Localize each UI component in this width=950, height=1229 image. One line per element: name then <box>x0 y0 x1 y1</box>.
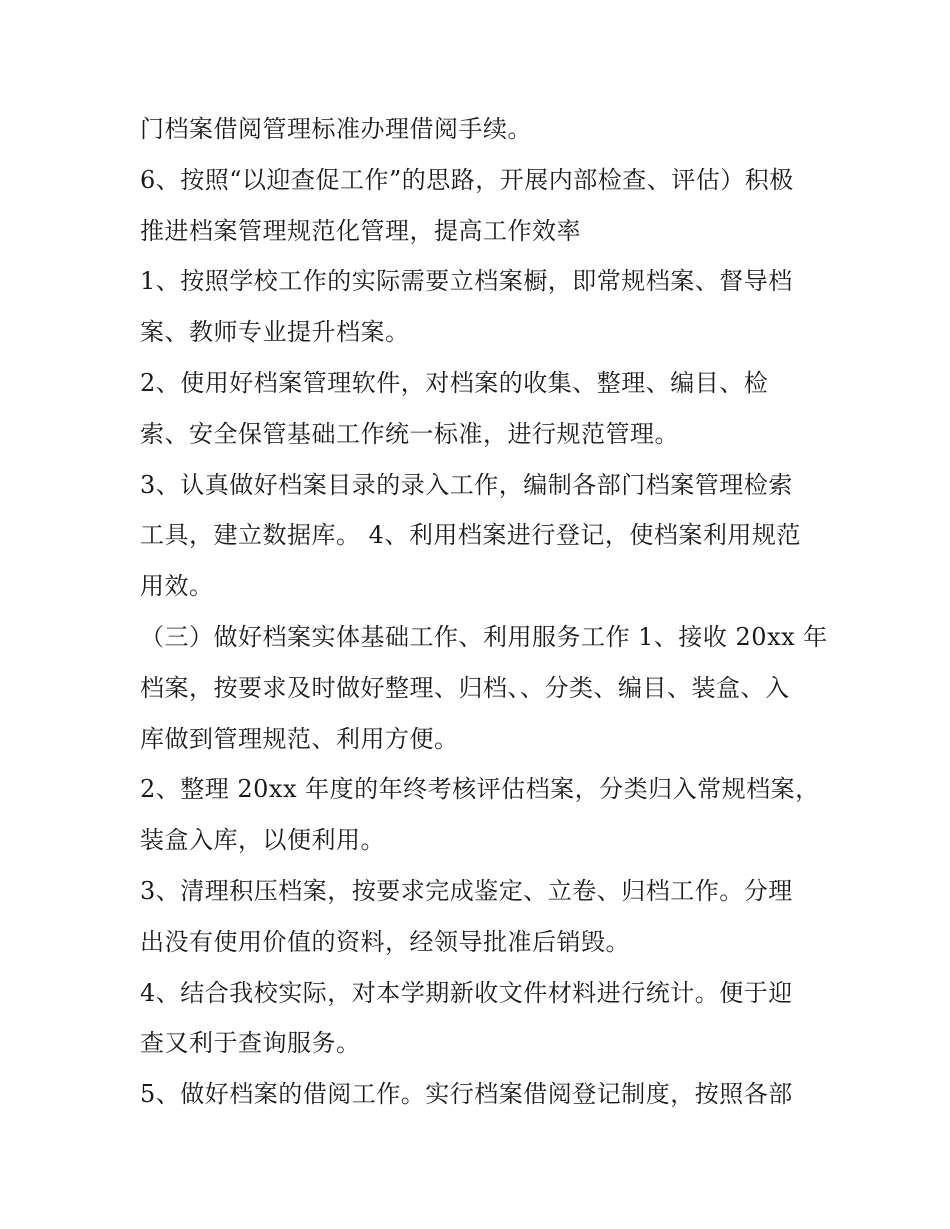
text-line: 3、认真做好档案目录的录入工作，编制各部门档案管理检索 <box>140 470 793 499</box>
text-line: 库做到管理规范、利用方便。 <box>140 724 459 753</box>
text-line: 6、按照“以迎查促工作”的思路，开展内部检查、评估）积极 <box>140 165 794 194</box>
text-line: 5、做好档案的借阅工作。实行档案借阅登记制度，按照各部 <box>140 1080 793 1109</box>
text-line: 出没有使用价值的资料，经领导批准后销毁。 <box>140 927 630 956</box>
text-line: 索、安全保管基础工作统一标准，进行规范管理。 <box>140 419 679 448</box>
text-line: 2、使用好档案管理软件，对档案的收集、整理、编目、检 <box>140 368 769 397</box>
document-body <box>140 104 828 1120</box>
text-line: 查又利于查询服务。 <box>140 1029 361 1058</box>
text-line: 门档案借阅管理标准办理借阅手续。 <box>140 115 532 143</box>
text-line: 2、整理 20xx 年度的年终考核评估档案，分类归入常规档案， <box>140 775 820 804</box>
text-line: 装盒入库，以便利用。 <box>140 826 385 855</box>
text-line: 3、清理积压档案，按要求完成鉴定、立卷、归档工作。分理 <box>140 876 793 905</box>
text-line: 档案，按要求及时做好整理、归档、、分类、编目、装盒、入 <box>140 673 790 702</box>
text-line: 用效。 <box>140 572 214 601</box>
text-line: （三）做好档案实体基础工作、利用服务工作 1、接收 20xx 年 <box>140 622 828 651</box>
text-line: 工具，建立数据库。 4、利用档案进行登记，使档案利用规范 <box>140 521 801 550</box>
text-line: 1、按照学校工作的实际需要立档案橱，即常规档案、督导档 <box>140 267 793 296</box>
text-line: 推进档案管理规范化管理，提高工作效率 <box>140 216 581 245</box>
text-line: 4、结合我校实际，对本学期新收文件材料进行统计。便于迎 <box>140 978 793 1007</box>
text-line: 案、教师专业提升档案。 <box>140 318 410 347</box>
